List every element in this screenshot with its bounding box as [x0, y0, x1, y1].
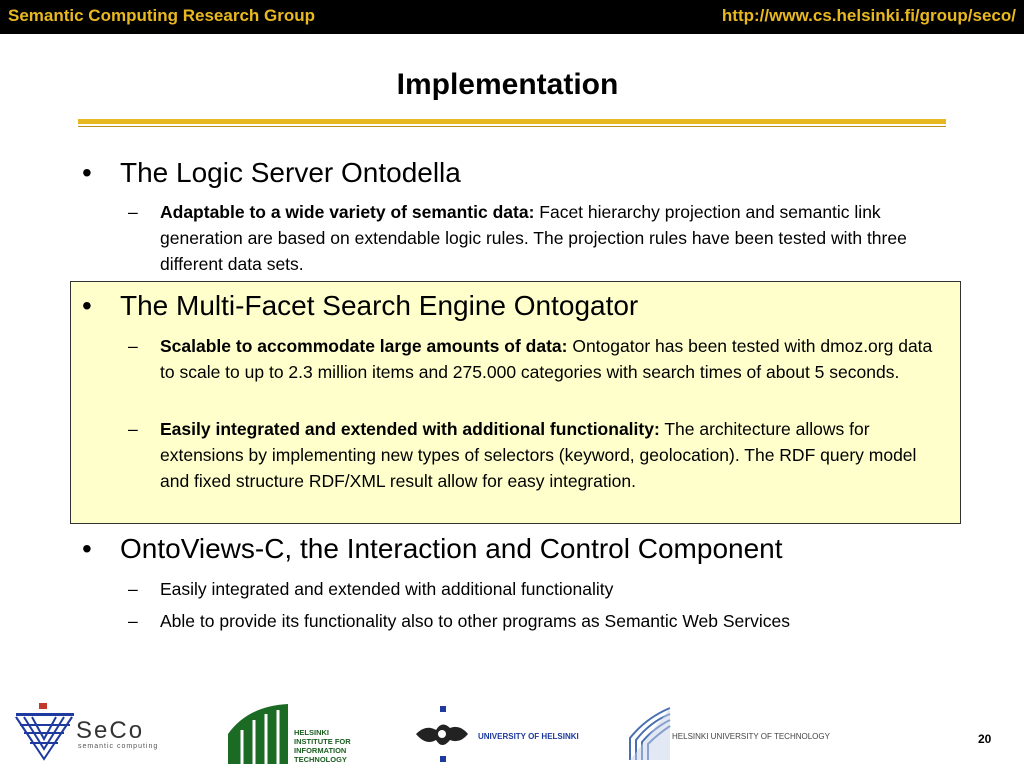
hut-label: HELSINKI UNIVERSITY OF TECHNOLOGY — [672, 732, 830, 741]
uh-mark-icon — [412, 706, 472, 764]
uh-logo — [412, 706, 602, 764]
seco-wordmark: SeCo — [76, 717, 145, 744]
bullet-dot: • — [82, 533, 92, 564]
bullet-text: The Multi-Facet Search Engine Ontogator — [120, 290, 639, 321]
sub-bold: Adaptable to a wide variety of semantic data: — [160, 202, 535, 222]
bullet-text: OntoViews-C, the Interaction and Control Component — [120, 533, 783, 564]
title-rule-thin — [78, 126, 946, 127]
hiit-line: INSTITUTE FOR — [294, 737, 351, 746]
sub-text: Able to provide its functionality also to other programs as Semantic Web Services — [160, 611, 790, 631]
sub-dash: – — [128, 336, 138, 356]
sub-item — [128, 576, 938, 602]
hiit-mark-icon — [228, 704, 290, 764]
uh-label: UNIVERSITY OF HELSINKI — [478, 732, 579, 741]
group-name: Semantic Computing Research Group — [8, 6, 315, 25]
sub-bold: Scalable to accommodate large amounts of data: — [160, 336, 568, 356]
hiit-line: HELSINKI — [294, 728, 330, 737]
bullet-dot: • — [82, 290, 92, 321]
page-number: 20 — [978, 732, 992, 746]
sub-dash: – — [128, 419, 138, 439]
sub-dash: – — [128, 611, 138, 631]
hiit-text — [294, 728, 351, 764]
group-url: http://www.cs.helsinki.fi/group/seco/ — [721, 6, 1016, 25]
sub-dash: – — [128, 202, 138, 222]
sub-text: Easily integrated and extended with additional functionality — [160, 579, 614, 599]
seco-mark-icon — [14, 703, 76, 763]
sub-item — [128, 416, 938, 494]
hiit-logo — [228, 704, 358, 766]
bullet-text: The Logic Server Ontodella — [120, 157, 461, 188]
sub-bold: Easily integrated and extended with additional functionality: — [160, 419, 660, 439]
sub-item — [128, 608, 938, 634]
title-rule — [78, 119, 946, 124]
sub-text: Facet hierarchy projection and semantic link generation are based on extendable logic rules. The projection rules have been tested with three different data sets. — [160, 202, 907, 274]
hut-logo — [626, 704, 856, 764]
hut-mark-icon — [626, 704, 672, 762]
sub-item — [128, 199, 938, 277]
sub-text: Ontogator has been tested with dmoz.org data to scale to up to 2.3 million items and 275.000 categories with search times of about 5 seconds. — [160, 336, 933, 382]
slide-title: Implementation — [396, 68, 619, 101]
header-bar — [0, 0, 1024, 34]
seco-logo — [14, 703, 164, 763]
hiit-line: INFORMATION — [294, 746, 347, 755]
sub-item — [128, 333, 938, 385]
bullet-dot: • — [82, 157, 92, 188]
hiit-line: TECHNOLOGY — [294, 755, 347, 764]
seco-tagline: semantic computing — [78, 743, 159, 750]
sub-text: The architecture allows for extensions by implementing new types of selectors (keyword, geolocation). The RDF query model and fixed structure RDF/XML result allow for easy integration. — [160, 419, 917, 491]
sub-dash: – — [128, 579, 138, 599]
